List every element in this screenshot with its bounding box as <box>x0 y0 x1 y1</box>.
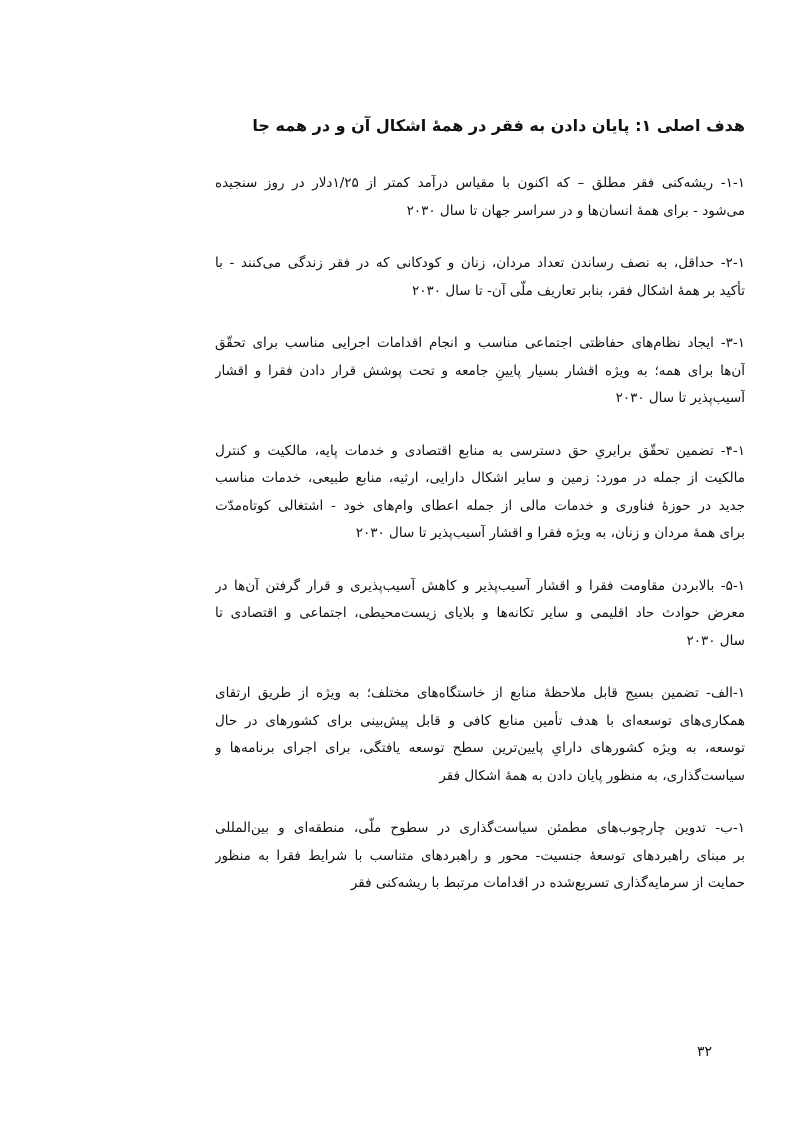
text-line: مالکیت از جمله در مورد: زمین و سایر اشکال دارایی، ارثیه، منابع طبیعی، خدمات مناسب <box>215 470 745 486</box>
text-line: معرض حوادث حاد اقلیمی و سایر تکانه‌ها و بلایای زیست‌محیطی، اجتماعی و اقتصادی تا <box>215 605 745 621</box>
document-page <box>215 112 745 923</box>
text-line: جدید در حوزهٔ فناوری و خدمات مالی از جمله اعطای وام‌های خود - اشتغالی کوتاه‌مدّت <box>215 497 745 514</box>
text-line: سیاست‌گذاری، به منظور پایان دادن به همهٔ اشکال فقر <box>439 767 745 784</box>
target-paragraph <box>215 330 745 413</box>
page-title: هدف اصلی ۱: پایان دادن به فقر در همهٔ اشکال آن و در همه جا <box>252 116 745 135</box>
text-line: برای همهٔ مردان و زنان، به ویژه فقرا و اقشار آسیب‌پذیر تا سال ۲۰۳۰ <box>355 525 745 541</box>
target-paragraph <box>215 815 745 898</box>
target-paragraph <box>215 170 745 225</box>
text-line: تأکید بر همهٔ اشکال فقر، بنابر تعاریف ملّی آن- تا سال ۲۰۳۰ <box>412 282 745 299</box>
text-line: می‌شود - برای همهٔ انسان‌ها و در سراسر جهان تا سال ۲۰۳۰ <box>406 202 745 219</box>
text-line: توسعه، به ویژه کشورهای دارایِ پایین‌ترین سطح توسعه یافتگی، برای اجرای برنامه‌ها و <box>215 740 745 756</box>
text-line: ۱-الف- تضمین بسیج قابل ملاحظهٔ منابع از خاستگاه‌های مختلف؛ به ویژه از طریق ارتقای <box>215 685 745 701</box>
target-paragraph <box>215 573 745 656</box>
text-line: آسیب‌پذیر تا سال ۲۰۳۰ <box>615 390 745 406</box>
target-paragraph <box>215 680 745 790</box>
text-line: ۱-ب- تدوین چارچوب‌های مطمئن سیاست‌گذاری در سطوح ملّی، منطقه‌ای و بین‌المللی <box>215 820 745 836</box>
text-line: آن‌ها برای همه؛ به ویژه اقشار بسیار پایینِ جامعه و تحت پوشش قرار دادن فقرا و اقشار <box>215 362 745 379</box>
text-line: ۲-۱- حداقل، به نصف رساندن تعداد مردان، زنان و کودکانی که در فقر زندگی می‌کنند - با <box>215 255 745 271</box>
target-list <box>215 170 745 898</box>
page-number: ۳۲ <box>696 1044 712 1060</box>
text-line: ۵-۱- بالابردن مقاومت فقرا و اقشار آسیب‌پذیر و کاهش آسیب‌پذیری و قرار گرفتن آن‌ها در <box>215 577 745 594</box>
text-line: سال ۲۰۳۰ <box>686 632 745 649</box>
text-line: ۱-۱- ریشه‌کنی فقر مطلق – که اکنون با مقیاس درآمد کمتر از ۱/۲۵دلار در روز سنجیده <box>215 175 745 191</box>
target-paragraph <box>215 250 745 305</box>
text-line: همکاری‌های توسعه‌ای با هدف تأمین منابع کافی و قابل پیش‌بینی برای کشورهای در حال <box>215 712 745 729</box>
text-line: ۴-۱- تضمین تحقّق برابریِ حق دسترسی به منابع اقتصادی و خدمات پایه، مالکیت و کنترل <box>215 442 745 459</box>
text-line: بر مبنای راهبردهای توسعهٔ جنسیت- محور و راهبردهای متناسب با شرایط فقرا به منظور <box>215 847 745 864</box>
target-paragraph <box>215 438 745 548</box>
text-line: حمایت از سرمایه‌گذاری تسریع‌شده در اقدامات مرتبط با ریشه‌کنی فقر <box>350 875 745 891</box>
text-line: ۳-۱- ایجاد نظام‌های حفاظتی اجتماعی مناسب و انجام اقدامات اجرایی مناسب برای تحقّق <box>215 335 745 351</box>
